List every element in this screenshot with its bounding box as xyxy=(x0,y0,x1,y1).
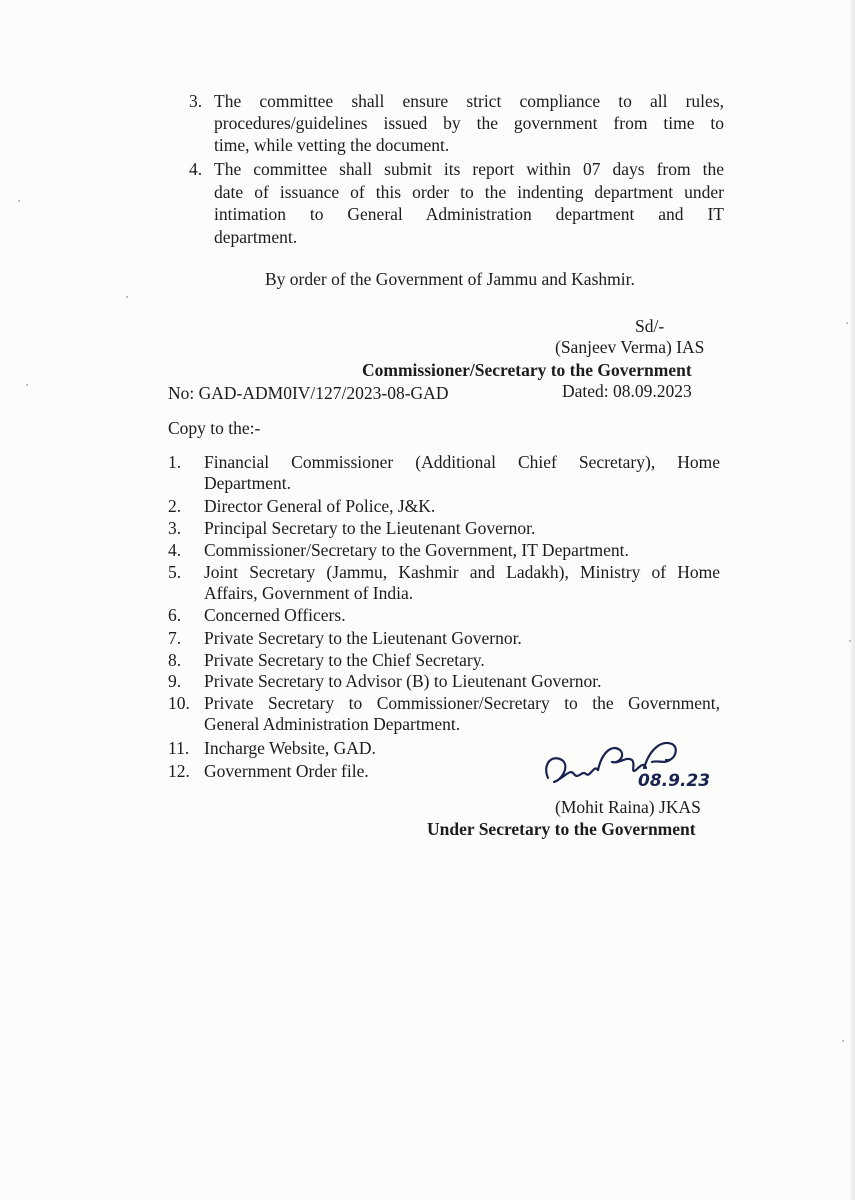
copy-item-number: 4. xyxy=(168,540,182,560)
copy-item-number: 1. xyxy=(168,452,182,472)
copy-item-number: 7. xyxy=(168,628,182,648)
order-number: No: GAD-ADM0IV/127/2023-08-GAD xyxy=(168,383,449,403)
condition-text-line: department. xyxy=(214,227,298,247)
copy-item-text: Concerned Officers. xyxy=(204,605,346,625)
signatory-name: (Sanjeev Verma) IAS xyxy=(555,337,705,357)
copy-item-text: Private Secretary to Advisor (B) to Lieutenant Governor. xyxy=(204,671,602,691)
sd-mark: Sd/- xyxy=(635,316,665,336)
copy-item-number: 10. xyxy=(168,693,190,713)
scan-speck xyxy=(842,1040,844,1042)
signatory-designation: Commissioner/Secretary to the Government xyxy=(362,360,692,380)
copy-item-number: 2. xyxy=(168,496,182,516)
condition-text-line: time, while vetting the document. xyxy=(214,135,450,155)
scan-speck xyxy=(26,384,28,386)
copy-item-number: 12. xyxy=(168,761,190,781)
signature-date: 08.9.23 xyxy=(638,771,711,791)
copy-item-text: Principal Secretary to the Lieutenant Governor. xyxy=(204,518,536,538)
copy-item-text: Government Order file. xyxy=(204,761,369,781)
copy-item-number: 8. xyxy=(168,650,182,670)
copy-item-text: Commissioner/Secretary to the Government, IT Department. xyxy=(204,540,629,560)
copy-item-text: General Administration Department. xyxy=(204,714,461,734)
condition-text-line: procedures/guidelines issued by the government from time to xyxy=(214,113,724,133)
copy-item-number: 5. xyxy=(168,562,182,582)
signatory-designation: Under Secretary to the Government xyxy=(427,819,696,839)
copy-item-text: Affairs, Government of India. xyxy=(204,583,414,603)
copy-item-text: Financial Commissioner (Additional Chief Secretary), Home xyxy=(204,452,720,472)
condition-text-line: date of issuance of this order to the indenting department under xyxy=(214,182,724,202)
copy-item-text: Incharge Website, GAD. xyxy=(204,738,376,758)
scan-speck xyxy=(18,200,20,202)
copy-item-number: 9. xyxy=(168,671,182,691)
scan-speck xyxy=(849,640,851,642)
copy-item-number: 6. xyxy=(168,605,182,625)
copy-item-text: Private Secretary to Commissioner/Secretary to the Government, xyxy=(204,693,720,713)
copy-item-number: 3. xyxy=(168,518,182,538)
condition-text-line: intimation to General Administration department and IT xyxy=(214,204,724,224)
copy-item-number: 11. xyxy=(168,738,190,758)
copy-item-text: Director General of Police, J&K. xyxy=(204,496,436,516)
scan-speck xyxy=(126,296,128,298)
copy-item-text: Private Secretary to the Chief Secretary. xyxy=(204,650,485,670)
copy-item-text: Department. xyxy=(204,473,291,493)
by-order-line: By order of the Government of Jammu and Kashmir. xyxy=(265,269,635,289)
scan-speck xyxy=(846,322,848,324)
condition-number: 3. xyxy=(189,91,203,111)
copy-to-heading: Copy to the:- xyxy=(168,418,261,438)
copy-item-text: Private Secretary to the Lieutenant Governor. xyxy=(204,628,522,648)
copy-item-text: Joint Secretary (Jammu, Kashmir and Ladakh), Ministry of Home xyxy=(204,562,720,582)
scan-edge-shadow xyxy=(849,0,855,1200)
condition-text-line: The committee shall submit its report within 07 days from the xyxy=(214,159,724,179)
condition-text-line: The committee shall ensure strict compliance to all rules, xyxy=(214,91,724,111)
signatory-name: (Mohit Raina) JKAS xyxy=(555,797,701,817)
order-date: Dated: 08.09.2023 xyxy=(562,381,692,401)
condition-number: 4. xyxy=(189,159,203,179)
